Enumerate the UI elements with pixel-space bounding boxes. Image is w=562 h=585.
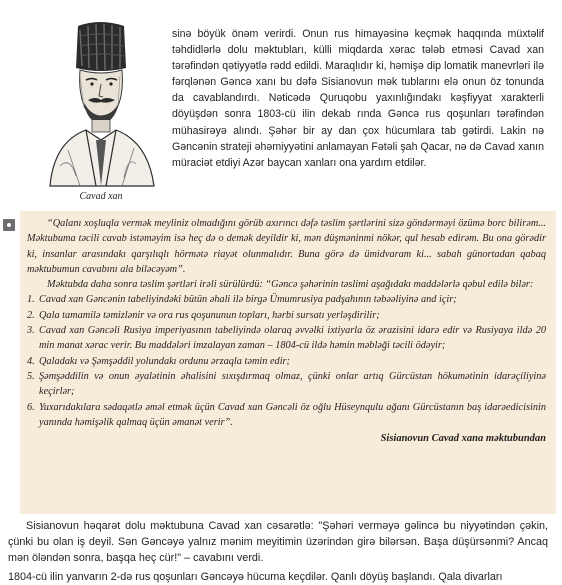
portrait-drawing [40, 16, 162, 186]
text-line: lomatik manevrləri ilə fərqlənən Gəncə xanı bu dəfə Sisianovun mək [172, 60, 544, 89]
list-item [27, 308, 546, 323]
quote-opening: “Qalanı xoşluqla vermək meyliniz olmadığını görüb axırıncı dəfə təslim şərtlərini sizə göndərməyi özümə borc bilirəm... Məktubuma təcili cavab istəməyim isə heç də o demək deyildir ki, mən düşməninmi nökər, qul hesab edirəm. Bu ona görədir ki, insanlar arasındakı qarşılıqlı hörmətə riayət olunmalıdır. Buna görə də ümidvaram ki... sabah günortadan qabaq məktubumun cavabını ala biləcəyəm”. [27, 218, 546, 275]
text-line: rında Gəncə rus qoşunları tərəfindən mühasirəyə alındı. Şəhər bir ay [172, 108, 545, 137]
item-number: 5. [27, 370, 35, 382]
item-number: 1. [27, 294, 35, 306]
text-line: yaxınlığındakı kəşfiyyat xarakterli döyüşdən sonra 1803-cü ilin dekab [172, 92, 544, 121]
list-item [27, 323, 546, 354]
text-line: anlamayan Fətəli şah Qacar, nə də Cavad xanın müraciət etdiyi Azər [172, 140, 544, 169]
cavad-khan-portrait [40, 16, 162, 186]
historical-source-box [20, 211, 556, 514]
item-number: 2. [27, 309, 35, 321]
quote-intro: Məktubda daha sonra təslim şərtləri irəli sürülürdü: “Gəncə şəhərinin təslimi aşağıdakı maddələrlə qəbul edilə bilər: [47, 279, 534, 291]
item-text: Cavad xan Gəncənin tabeliyindəki bütün əhali ilə birgə Ümumrusiya padşahının təbəəliyinə and içir; [39, 294, 457, 306]
bottom-paragraph-text: Sisianovun həqarət dolu məktubuna Cavad xan cəsarətlə: "Şəhəri verməyə gəlincə bu niyyətindən çəkin, çünki bu olan iş deyil. Sən Gəncəyə yalnız mənim meyitimin üzərindən girə bilərsən. Başa düşürsənmi? Ancaq mən öləndən sonra, başqa heç cür!" – cavabını verdi. [8, 520, 548, 565]
item-text: Şəmşəddilin və onun əyalətinin əhalisini sıxışdırmaq olmaz, çünki onlar artıq Gürcüstan hökumətinin idarəçiliyinə keçirlər; [39, 370, 546, 398]
item-number: 6. [27, 401, 35, 413]
item-text: Yuxarıdakılara sədaqətlə əməl etmək üçün Cavad xan Gəncəli öz oğlu Hüseynqulu ağanı Gürcüstanın baş idarəedicisinin yanında həmişəlik qalmaq üçün əmanət verir”. [39, 401, 546, 428]
item-number: 4. [27, 355, 35, 367]
text-line: müxtəlif təhdidlərlə dolu məktubları, külli miqdarda xərac tələb etməsi [172, 28, 544, 57]
bottom-paragraph [8, 518, 548, 567]
text-line: tublarını elə onun öz tonunda da cavablandırdı. Nəticədə Quruqobu [172, 76, 544, 105]
cut-off-text-line: 1804-cü ilin yanvarın 2-də rus qoşunları Gəncəyə hücuma keçdilər. Qanlı döyüş başlandı. Qala divarları [8, 571, 503, 583]
surrender-conditions-list [27, 292, 546, 430]
list-item [27, 369, 546, 400]
source-marker-icon [3, 219, 15, 231]
text-line: Cavad xan tərəfindən qətiyyətlə rədd edildi. Maraqlıdır ki, həmişə dip [172, 44, 544, 73]
quote-source: Sisianovun Cavad xana məktubundan [380, 433, 546, 445]
list-item [27, 400, 546, 431]
list-item [27, 354, 546, 369]
text-line: dan çox hücumlara tab gətirdi. Lakin nə Gəncənin strateji əhəmiyyətini [172, 124, 544, 153]
item-text: Qala tamamilə təmizlənir və ora rus qoşununun topları, hərbi sursatı yerləşdirilir; [39, 309, 380, 321]
portrait-caption: Cavad xan [79, 191, 123, 202]
text-line: sinə böyük önəm verirdi. Onun rus himayəsinə keçmək haqqında [172, 28, 508, 40]
list-item [27, 292, 546, 307]
top-paragraph-text [172, 26, 544, 171]
item-text: Cavad xan Gəncəli Rusiya imperiyasının tabeliyində olaraq əvvəlki ixtiyarla öz ərazisini idarə edir və Rusiyaya ildə 20 min manat xərac verir. Bu maddələri imzalayan zaman – 1804-cü ildə həmin məbləği təcili ödəyir; [39, 325, 546, 352]
item-text: Qaladakı və Şəmşəddil yolundakı ordunu ərzaqla təmin edir; [39, 355, 290, 367]
top-paragraph [172, 26, 544, 171]
item-number: 3. [27, 325, 35, 337]
text-line: baycan xanları ona yardım etdilər. [267, 156, 427, 169]
